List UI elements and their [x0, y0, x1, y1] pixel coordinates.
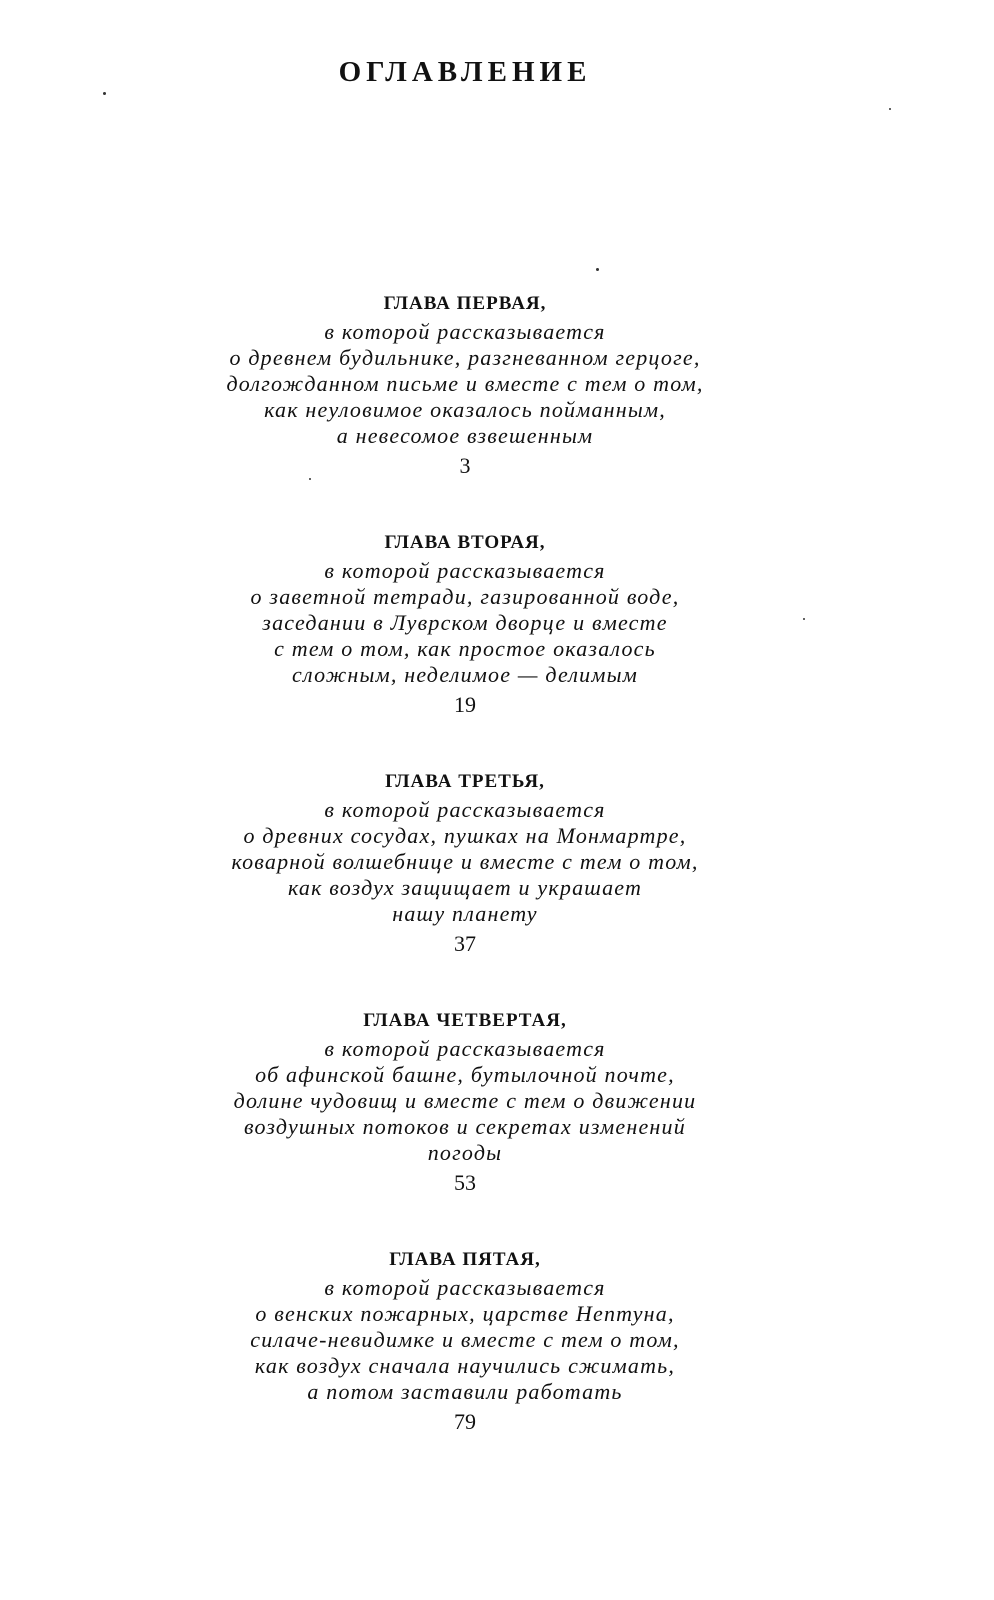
chapter-heading: ГЛАВА ВТОРАЯ, — [384, 532, 546, 553]
chapter-description-line: а невесомое взвешенным — [336, 423, 594, 448]
chapter-description-line: об афинской башне, бутылочной почте, — [255, 1062, 675, 1087]
chapter-description-line: погоды — [427, 1140, 503, 1165]
chapter-page-number: 53 — [454, 1170, 476, 1195]
print-speck — [889, 108, 891, 110]
table-of-contents — [0, 292, 930, 1487]
chapter-description-line: нашу планету — [392, 901, 538, 926]
chapter-description-line: о венских пожарных, царстве Нептуна, — [255, 1301, 675, 1326]
chapter-page-number: 37 — [454, 931, 476, 956]
page-title: ОГЛАВЛЕНИЕ — [338, 56, 592, 88]
chapter-description-line: как неуловимое оказалось пойманным, — [264, 397, 666, 422]
chapter-description-line: а потом заставили работать — [307, 1379, 623, 1404]
chapter-description-line: в которой рассказывается — [324, 319, 606, 344]
chapter-description — [0, 558, 930, 688]
chapter-description-line: как воздух сначала научились сжимать, — [254, 1353, 676, 1378]
chapter-description-line: как воздух защищает и украшает — [287, 875, 643, 900]
chapter-entry-5 — [0, 1248, 930, 1437]
chapter-description-line: о древнем будильнике, разгневанном герцоге, — [229, 345, 701, 370]
chapter-description-line: заседании в Луврском дворце и вместе — [262, 610, 668, 635]
chapter-description-line: в которой рассказывается — [324, 558, 606, 583]
chapter-heading: ГЛАВА ПЕРВАЯ, — [383, 293, 547, 314]
chapter-entry-4 — [0, 1009, 930, 1198]
chapter-description-line: в которой рассказывается — [324, 1275, 606, 1300]
chapter-entry-2 — [0, 531, 930, 720]
print-speck — [103, 92, 106, 95]
chapter-description-line: силаче-невидимке и вместе с тем о том, — [250, 1327, 680, 1352]
chapter-description-line: о заветной тетради, газированной воде, — [250, 584, 680, 609]
chapter-page-number: 19 — [454, 692, 476, 717]
chapter-description-line: о древних сосудах, пушках на Монмартре, — [243, 823, 687, 848]
chapter-description-line: долине чудовищ и вместе с тем о движении — [233, 1088, 697, 1113]
chapter-description — [0, 797, 930, 927]
chapter-description-line: с тем о том, как простое оказалось — [274, 636, 656, 661]
chapter-description — [0, 1036, 930, 1166]
chapter-description — [0, 1275, 930, 1405]
chapter-description-line: в которой рассказывается — [324, 1036, 606, 1061]
chapter-heading: ГЛАВА ПЯТАЯ, — [389, 1249, 541, 1270]
chapter-entry-3 — [0, 770, 930, 959]
chapter-description-line: коварной волшебнице и вместе с тем о том, — [231, 849, 699, 874]
chapter-heading: ГЛАВА ТРЕТЬЯ, — [385, 771, 545, 792]
chapter-description-line: воздушных потоков и секретах изменений — [244, 1114, 686, 1139]
chapter-page-number: 3 — [459, 453, 471, 478]
chapter-description-line: сложным, неделимое — делимым — [292, 662, 638, 687]
print-speck — [596, 268, 599, 271]
chapter-entry-1 — [0, 292, 930, 481]
chapter-page-number: 79 — [454, 1409, 476, 1434]
chapter-description-line: долгожданном письме и вместе с тем о том, — [226, 371, 704, 396]
chapter-heading: ГЛАВА ЧЕТВЕРТАЯ, — [363, 1010, 567, 1031]
chapter-description — [0, 319, 930, 449]
chapter-description-line: в которой рассказывается — [324, 797, 606, 822]
